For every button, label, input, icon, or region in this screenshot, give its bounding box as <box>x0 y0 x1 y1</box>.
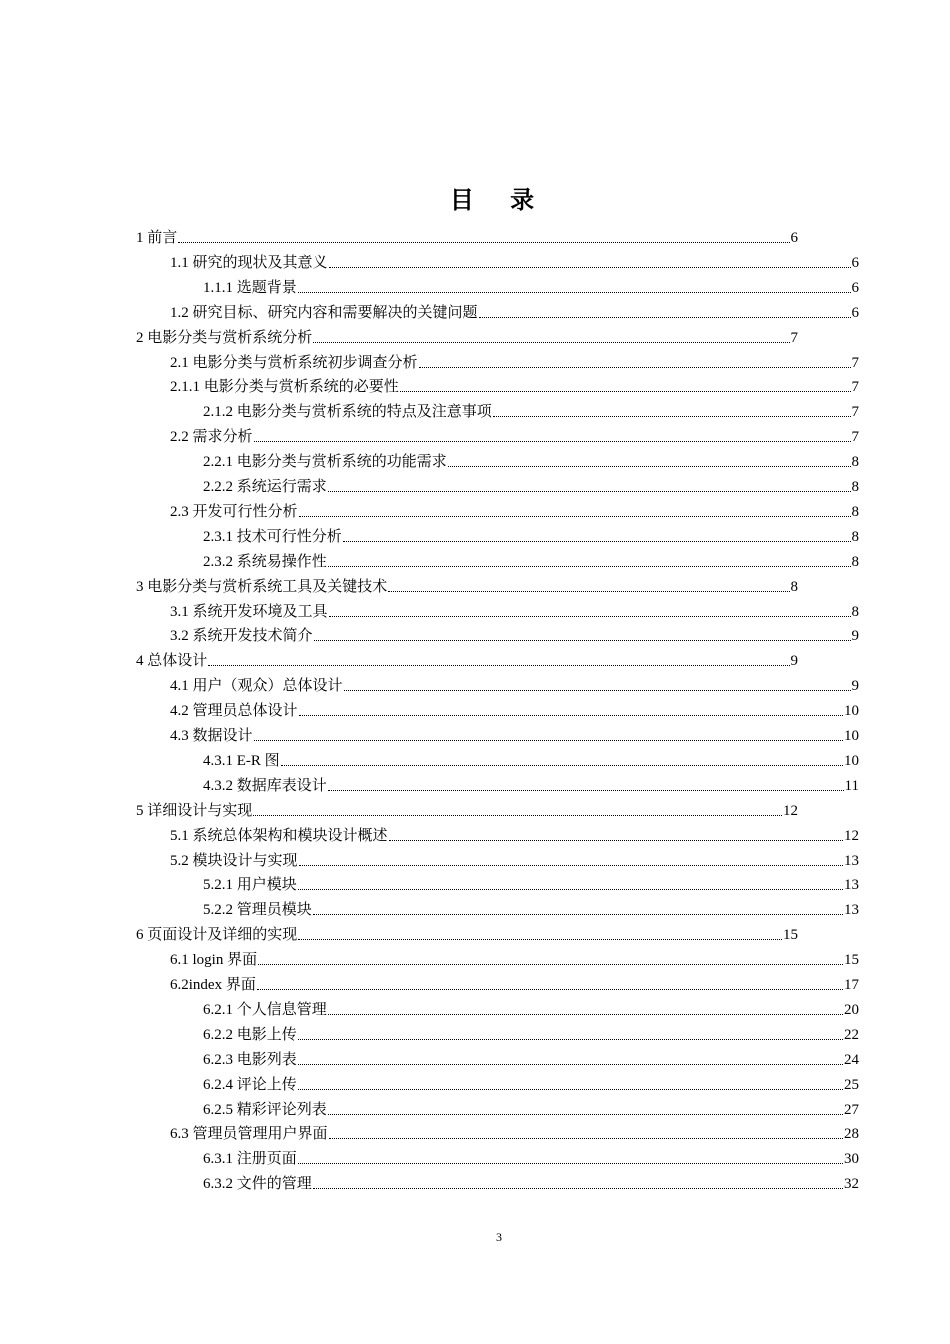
toc-entry-label: 2.1 电影分类与赏析系统初步调查分析 <box>170 354 418 371</box>
toc-entry-label: 2.2.2 系统运行需求 <box>203 479 327 495</box>
toc-entry-page: 12 <box>844 827 859 844</box>
toc-entry[interactable] <box>170 1122 859 1144</box>
toc-entry-label: 6.3.2 文件的管理 <box>203 1176 312 1193</box>
toc-leader-dots <box>298 938 782 940</box>
toc-entry-label: 1.1 研究的现状及其意义 <box>170 254 328 271</box>
toc-leader-dots <box>329 266 851 268</box>
toc-entry-label: 6.3 管理员管理用户界面 <box>170 1126 328 1143</box>
toc-entry[interactable] <box>136 923 798 945</box>
toc-leader-dots <box>329 1137 843 1139</box>
toc-entry-label: 2.3.2 系统易操作性 <box>203 553 327 570</box>
toc-entry-page: 6 <box>851 279 859 296</box>
toc-leader-dots <box>328 1113 843 1115</box>
toc-entry-page: 25 <box>844 1076 859 1093</box>
toc-entry-page: 15 <box>844 952 859 969</box>
toc-entry-label: 4.3.1 E-R 图 <box>203 752 280 769</box>
toc-entry[interactable] <box>136 649 798 671</box>
toc-entry[interactable] <box>203 998 859 1020</box>
toc-entry[interactable] <box>170 425 859 447</box>
toc-entry-label: 3.2 系统开发技术简介 <box>170 628 313 645</box>
toc-leader-dots <box>314 639 851 641</box>
toc-entry[interactable] <box>170 251 859 273</box>
toc-entry-page: 17 <box>844 977 859 993</box>
toc-entry-page: 32 <box>844 1176 859 1193</box>
toc-entry-label: 5.2.2 管理员模块 <box>203 902 312 919</box>
toc-entry-page: 8 <box>851 553 859 570</box>
toc-entry-page: 9 <box>790 653 798 670</box>
toc-entry[interactable] <box>170 724 859 746</box>
toc-entry-page: 8 <box>790 578 798 595</box>
toc-entry-label: 1.1.1 选题背景 <box>203 279 297 296</box>
toc-entry-label: 2.3 开发可行性分析 <box>170 503 298 520</box>
toc-leader-dots <box>298 291 851 293</box>
toc-entry-label: 4.2 管理员总体设计 <box>170 703 298 720</box>
toc-entry-label: 2 电影分类与赏析系统分析 <box>136 329 313 346</box>
toc-entry-page: 9 <box>851 628 859 645</box>
toc-leader-dots <box>208 664 789 666</box>
toc-entry-page: 8 <box>851 454 859 471</box>
toc-entry[interactable] <box>170 973 859 995</box>
toc-entry-label: 4 总体设计 <box>136 653 208 670</box>
toc-entry[interactable] <box>203 774 859 796</box>
toc-leader-dots <box>419 366 851 368</box>
toc-entry-page: 8 <box>851 528 859 545</box>
toc-entry-page: 9 <box>851 678 859 695</box>
toc-leader-dots <box>254 739 843 741</box>
toc-entry[interactable] <box>203 276 859 298</box>
toc-entry-label: 6.2.2 电影上传 <box>203 1026 297 1043</box>
toc-entry-page: 27 <box>844 1101 859 1118</box>
toc-entry[interactable] <box>203 873 859 895</box>
toc-entry[interactable] <box>136 799 798 821</box>
toc-leader-dots <box>178 241 789 243</box>
toc-entry[interactable] <box>170 375 859 397</box>
toc-entry-page: 7 <box>790 329 798 346</box>
toc-entry[interactable] <box>203 550 859 572</box>
toc-leader-dots <box>313 341 789 343</box>
toc-entry-label: 4.1 用户（观众）总体设计 <box>170 678 343 695</box>
toc-entry-label: 2.1.2 电影分类与赏析系统的特点及注意事项 <box>203 404 492 421</box>
toc-entry[interactable] <box>170 301 859 323</box>
toc-leader-dots <box>258 963 843 965</box>
toc-entry-page: 10 <box>844 728 859 744</box>
toc-leader-dots <box>298 1162 843 1164</box>
toc-entry-page: 10 <box>844 752 859 769</box>
page-number: 3 <box>496 1230 502 1244</box>
toc-entry-page: 8 <box>851 603 859 620</box>
toc-leader-dots <box>299 714 843 716</box>
toc-entry-page: 13 <box>844 877 859 894</box>
toc-entry-label: 6.2.3 电影列表 <box>203 1051 297 1068</box>
toc-entry-page: 7 <box>851 379 859 396</box>
toc-entry[interactable] <box>203 1098 859 1120</box>
toc-entry-label: 6.1 login 界面 <box>170 952 258 969</box>
toc-leader-dots <box>313 1187 843 1189</box>
toc-leader-dots <box>281 764 843 766</box>
toc-entry[interactable] <box>203 400 859 422</box>
toc-entry[interactable] <box>203 1023 859 1045</box>
toc-entry[interactable] <box>170 824 859 846</box>
toc-entry-label: 5 详细设计与实现 <box>136 802 253 819</box>
toc-leader-dots <box>257 988 843 990</box>
toc-entry[interactable] <box>170 699 859 721</box>
toc-leader-dots <box>479 316 851 318</box>
toc-leader-dots <box>328 490 851 492</box>
toc-entry[interactable] <box>203 1073 859 1095</box>
toc-entry-page: 7 <box>851 354 859 371</box>
toc-entry-label: 3.1 系统开发环境及工具 <box>170 603 328 620</box>
toc-entry-label: 6.3.1 注册页面 <box>203 1151 297 1168</box>
toc-entry-label: 6.2index 界面 <box>170 977 256 993</box>
toc-leader-dots <box>328 789 844 791</box>
toc-entry-page: 6 <box>790 230 798 246</box>
toc-entry-page: 6 <box>851 304 859 321</box>
toc-entry[interactable] <box>136 226 798 248</box>
toc-leader-dots <box>344 689 851 691</box>
toc-entry[interactable] <box>136 326 798 348</box>
toc-entry-label: 2.2 需求分析 <box>170 429 253 446</box>
toc-entry-page: 7 <box>851 404 859 421</box>
toc-entry-page: 28 <box>844 1126 859 1143</box>
toc-entry[interactable] <box>170 948 859 970</box>
toc-entry[interactable] <box>170 674 859 696</box>
toc-leader-dots <box>299 515 851 517</box>
toc-leader-dots <box>298 1088 843 1090</box>
toc-entry[interactable] <box>203 475 859 497</box>
toc-leader-dots <box>313 913 843 915</box>
toc-leader-dots <box>493 415 851 417</box>
toc-entry[interactable] <box>170 500 859 522</box>
toc-entry-page: 11 <box>844 777 859 794</box>
toc-entry-label: 2.1.1 电影分类与赏析系统的必要性 <box>170 379 399 396</box>
toc-leader-dots <box>253 814 782 816</box>
toc-entry-label: 5.1 系统总体架构和模块设计概述 <box>170 827 388 844</box>
toc-leader-dots <box>388 590 789 592</box>
toc-entry[interactable] <box>203 1147 859 1169</box>
toc-leader-dots <box>343 540 851 542</box>
toc-entry-label: 2.2.1 电影分类与赏析系统的功能需求 <box>203 454 447 471</box>
toc-entry-page: 22 <box>844 1026 859 1043</box>
toc-entry-page: 12 <box>783 802 798 819</box>
toc-entry-label: 3 电影分类与赏析系统工具及关键技术 <box>136 578 388 595</box>
toc-leader-dots <box>254 440 851 442</box>
toc-entry-page: 10 <box>844 703 859 720</box>
toc-leader-dots <box>328 565 851 567</box>
toc-entry-label: 6.2.5 精彩评论列表 <box>203 1101 327 1118</box>
toc-entry[interactable] <box>203 1172 859 1194</box>
toc-entry[interactable] <box>203 749 859 771</box>
toc-entry-page: 8 <box>851 503 859 520</box>
toc-entry[interactable] <box>170 600 859 622</box>
toc-entry-label: 5.2 模块设计与实现 <box>170 852 298 869</box>
toc-entry-label: 6 页面设计及详细的实现 <box>136 927 298 944</box>
toc-entry-page: 7 <box>851 429 859 446</box>
toc-entry-page: 13 <box>844 852 859 869</box>
toc-entry-page: 15 <box>783 927 798 944</box>
toc-leader-dots <box>298 1038 843 1040</box>
toc-entry-label: 1 前言 <box>136 230 178 246</box>
toc-entry-page: 13 <box>844 902 859 919</box>
toc-entry-label: 2.3.1 技术可行性分析 <box>203 528 342 545</box>
toc-entry[interactable] <box>203 898 859 920</box>
toc-entry-label: 5.2.1 用户模块 <box>203 877 297 894</box>
toc-leader-dots <box>298 888 843 890</box>
toc-entry-label: 1.2 研究目标、研究内容和需要解决的关键问题 <box>170 304 478 321</box>
toc-entry-page: 8 <box>851 479 859 495</box>
toc-entry[interactable] <box>170 624 859 646</box>
toc-entry[interactable] <box>203 525 859 547</box>
toc-leader-dots <box>329 615 851 617</box>
toc-leader-dots <box>389 839 843 841</box>
toc-entry[interactable] <box>203 1048 859 1070</box>
toc-leader-dots <box>298 1063 843 1065</box>
toc-entry[interactable] <box>170 849 859 871</box>
toc-entry-page: 20 <box>844 1001 859 1018</box>
toc-entry[interactable] <box>170 351 859 373</box>
toc-entry-label: 4.3.2 数据库表设计 <box>203 777 327 794</box>
toc-entry-page: 6 <box>851 254 859 271</box>
toc-entry-label: 6.2.4 评论上传 <box>203 1076 297 1093</box>
toc-leader-dots <box>299 864 843 866</box>
toc-leader-dots <box>328 1013 843 1015</box>
toc-entry-label: 4.3 数据设计 <box>170 728 253 744</box>
toc-leader-dots <box>400 390 851 392</box>
toc-leader-dots <box>448 465 851 467</box>
toc-entry-page: 24 <box>844 1051 859 1068</box>
toc-entry[interactable] <box>136 575 798 597</box>
toc-entry-page: 30 <box>844 1151 859 1168</box>
toc-entry-label: 6.2.1 个人信息管理 <box>203 1001 327 1018</box>
toc-entry[interactable] <box>203 450 859 472</box>
toc-title: 目 录 <box>449 186 549 214</box>
